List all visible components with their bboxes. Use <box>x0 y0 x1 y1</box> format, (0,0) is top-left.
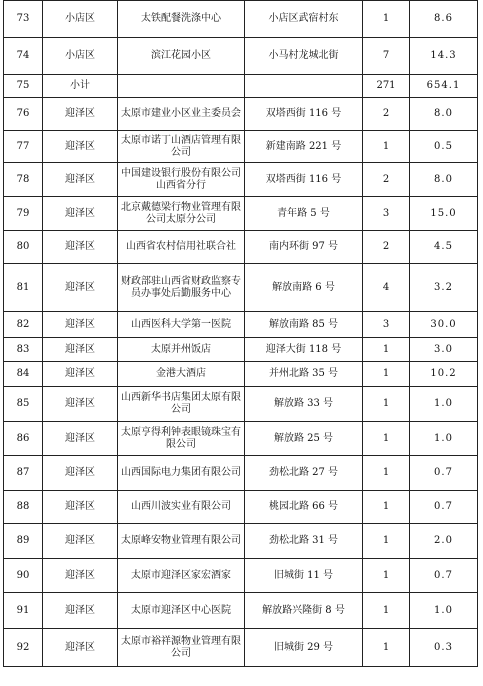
table-row <box>4 629 478 667</box>
district-cell: 迎泽区 <box>43 264 118 312</box>
district-cell: 迎泽区 <box>43 231 118 264</box>
address-cell: 解放路 25 号 <box>245 422 363 456</box>
unit-name-cell: 太原市裕祥源物业管理有限公司 <box>118 629 245 667</box>
table-row <box>4 163 478 197</box>
table-row <box>4 593 478 629</box>
address-cell: 小店区武宿村东 <box>245 1 363 38</box>
address-cell: 解放南路 85 号 <box>245 312 363 338</box>
unit-name-cell: 山西省农村信用社联合社 <box>118 231 245 264</box>
district-cell: 迎泽区 <box>43 456 118 491</box>
district-cell: 迎泽区 <box>43 422 118 456</box>
table-row <box>4 559 478 593</box>
count-cell: 1 <box>363 559 410 593</box>
unit-name-cell: 太原市建业小区业主委员会 <box>118 98 245 131</box>
unit-name-cell: 财政部驻山西省财政监察专员办事处后勤服务中心 <box>118 264 245 312</box>
count-cell: 271 <box>363 75 410 98</box>
row-number-cell: 80 <box>4 231 43 264</box>
address-cell: 新建南路 221 号 <box>245 131 363 163</box>
district-cell: 小计 <box>43 75 118 98</box>
count-cell: 7 <box>363 38 410 75</box>
table-row <box>4 422 478 456</box>
address-cell: 并州北路 35 号 <box>245 362 363 387</box>
address-cell: 解放路兴隆街 8 号 <box>245 593 363 629</box>
address-cell: 小马村龙城北街 <box>245 38 363 75</box>
count-cell: 1 <box>363 629 410 667</box>
unit-name-cell: 北京戴德梁行物业管理有限公司太原分公司 <box>118 197 245 231</box>
row-number-cell: 81 <box>4 264 43 312</box>
row-number-cell: 86 <box>4 422 43 456</box>
amount-cell: 1.0 <box>410 422 478 456</box>
row-number-cell: 92 <box>4 629 43 667</box>
count-cell: 1 <box>363 1 410 38</box>
unit-name-cell: 山西国际电力集团有限公司 <box>118 456 245 491</box>
table-row <box>4 312 478 338</box>
count-cell: 3 <box>363 197 410 231</box>
address-cell: 桃园北路 66 号 <box>245 491 363 524</box>
count-cell: 2 <box>363 163 410 197</box>
unit-name-cell: 山西新华书店集团太原有限公司 <box>118 387 245 422</box>
amount-cell: 0.7 <box>410 456 478 491</box>
table-row <box>4 38 478 75</box>
table-row <box>4 231 478 264</box>
address-cell: 旧城街 11 号 <box>245 559 363 593</box>
unit-name-cell: 太原市诺丁山酒店管理有限公司 <box>118 131 245 163</box>
row-number-cell: 85 <box>4 387 43 422</box>
table-row <box>4 131 478 163</box>
unit-name-cell: 太原并州饭店 <box>118 338 245 362</box>
amount-cell: 10.2 <box>410 362 478 387</box>
district-cell: 迎泽区 <box>43 338 118 362</box>
district-cell: 迎泽区 <box>43 312 118 338</box>
row-number-cell: 90 <box>4 559 43 593</box>
address-cell: 解放路 33 号 <box>245 387 363 422</box>
table-row <box>4 75 478 98</box>
amount-cell: 1.0 <box>410 387 478 422</box>
row-number-cell: 75 <box>4 75 43 98</box>
table-row <box>4 524 478 559</box>
row-number-cell: 89 <box>4 524 43 559</box>
count-cell: 1 <box>363 362 410 387</box>
unit-name-cell: 太原市迎泽区中心医院 <box>118 593 245 629</box>
amount-cell: 3.2 <box>410 264 478 312</box>
amount-cell: 3.0 <box>410 338 478 362</box>
district-cell: 迎泽区 <box>43 387 118 422</box>
count-cell: 2 <box>363 98 410 131</box>
count-cell: 2 <box>363 231 410 264</box>
unit-name-cell: 中国建设银行股份有限公司山西省分行 <box>118 163 245 197</box>
unit-name-cell: 滨江花园小区 <box>118 38 245 75</box>
table-body <box>4 1 478 667</box>
amount-cell: 0.5 <box>410 131 478 163</box>
address-cell: 旧城街 29 号 <box>245 629 363 667</box>
amount-cell: 14.3 <box>410 38 478 75</box>
amount-cell: 15.0 <box>410 197 478 231</box>
row-number-cell: 84 <box>4 362 43 387</box>
count-cell: 3 <box>363 312 410 338</box>
address-cell: 双塔西街 116 号 <box>245 163 363 197</box>
unit-name-cell: 山西医科大学第一医院 <box>118 312 245 338</box>
row-number-cell: 82 <box>4 312 43 338</box>
address-cell: 解放南路 6 号 <box>245 264 363 312</box>
table-row <box>4 1 478 38</box>
amount-cell: 0.7 <box>410 559 478 593</box>
row-number-cell: 77 <box>4 131 43 163</box>
district-cell: 迎泽区 <box>43 491 118 524</box>
count-cell: 1 <box>363 593 410 629</box>
address-cell: 劲松北路 27 号 <box>245 456 363 491</box>
address-cell: 南内环街 97 号 <box>245 231 363 264</box>
amount-cell: 654.1 <box>410 75 478 98</box>
district-cell: 迎泽区 <box>43 163 118 197</box>
amount-cell: 0.7 <box>410 491 478 524</box>
district-cell: 迎泽区 <box>43 593 118 629</box>
district-cell: 迎泽区 <box>43 197 118 231</box>
unit-name-cell <box>118 75 245 98</box>
table-row <box>4 264 478 312</box>
count-cell: 1 <box>363 456 410 491</box>
table-row <box>4 387 478 422</box>
unit-name-cell: 太原市迎泽区家宏酒家 <box>118 559 245 593</box>
table-row <box>4 362 478 387</box>
count-cell: 1 <box>363 491 410 524</box>
row-number-cell: 87 <box>4 456 43 491</box>
amount-cell: 8.0 <box>410 98 478 131</box>
row-number-cell: 88 <box>4 491 43 524</box>
district-cell: 迎泽区 <box>43 131 118 163</box>
data-table <box>3 0 478 667</box>
unit-name-cell: 金港大酒店 <box>118 362 245 387</box>
address-cell: 双塔西街 116 号 <box>245 98 363 131</box>
district-cell: 迎泽区 <box>43 559 118 593</box>
district-cell: 小店区 <box>43 1 118 38</box>
row-number-cell: 73 <box>4 1 43 38</box>
address-cell <box>245 75 363 98</box>
unit-name-cell: 太铁配餐洗涤中心 <box>118 1 245 38</box>
amount-cell: 30.0 <box>410 312 478 338</box>
count-cell: 1 <box>363 524 410 559</box>
table-row <box>4 197 478 231</box>
amount-cell: 0.3 <box>410 629 478 667</box>
amount-cell: 8.6 <box>410 1 478 38</box>
table-row <box>4 98 478 131</box>
unit-name-cell: 山西川波实业有限公司 <box>118 491 245 524</box>
amount-cell: 1.0 <box>410 593 478 629</box>
row-number-cell: 78 <box>4 163 43 197</box>
count-cell: 1 <box>363 387 410 422</box>
address-cell: 劲松北路 31 号 <box>245 524 363 559</box>
district-cell: 迎泽区 <box>43 362 118 387</box>
district-cell: 小店区 <box>43 38 118 75</box>
address-cell: 迎泽大街 118 号 <box>245 338 363 362</box>
unit-name-cell: 太原峰安物业管理有限公司 <box>118 524 245 559</box>
row-number-cell: 91 <box>4 593 43 629</box>
count-cell: 1 <box>363 338 410 362</box>
row-number-cell: 79 <box>4 197 43 231</box>
table-row <box>4 456 478 491</box>
amount-cell: 2.0 <box>410 524 478 559</box>
table-row <box>4 491 478 524</box>
district-cell: 迎泽区 <box>43 629 118 667</box>
count-cell: 1 <box>363 131 410 163</box>
unit-name-cell: 太原亨得利钟表眼镜珠宝有限公司 <box>118 422 245 456</box>
amount-cell: 8.0 <box>410 163 478 197</box>
table-row <box>4 338 478 362</box>
row-number-cell: 83 <box>4 338 43 362</box>
count-cell: 4 <box>363 264 410 312</box>
address-cell: 青年路 5 号 <box>245 197 363 231</box>
row-number-cell: 76 <box>4 98 43 131</box>
district-cell: 迎泽区 <box>43 524 118 559</box>
row-number-cell: 74 <box>4 38 43 75</box>
amount-cell: 4.5 <box>410 231 478 264</box>
district-cell: 迎泽区 <box>43 98 118 131</box>
count-cell: 1 <box>363 422 410 456</box>
